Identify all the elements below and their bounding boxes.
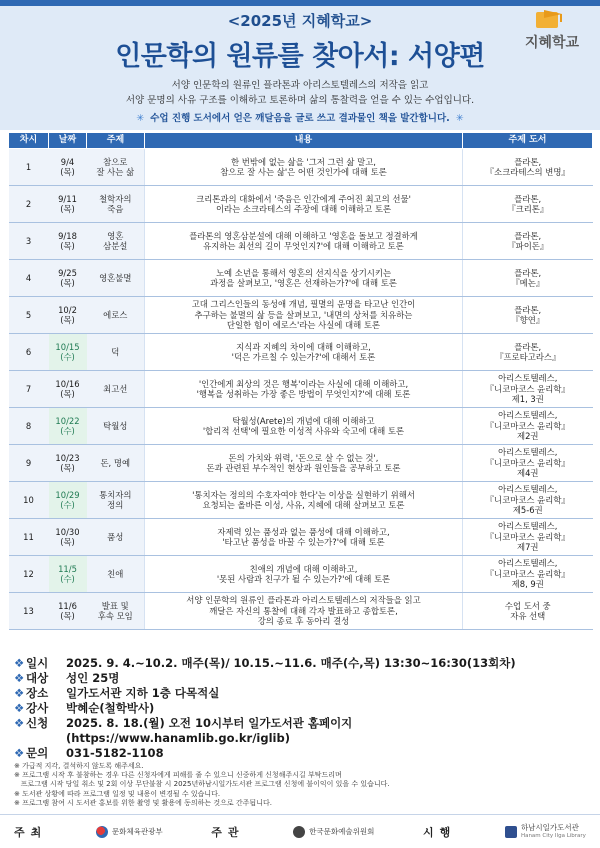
session-content: 탁월성(Arete)의 개념에 대해 이해하고 '합리적 선택'에 필요한 이성적 사유와 숙고에 대해 토론 — [145, 408, 463, 445]
session-topic: 영혼 삼분설 — [87, 223, 145, 260]
footer — [0, 814, 600, 848]
session-topic: 덕 — [87, 334, 145, 371]
table-header-row — [9, 133, 593, 149]
session-book: 아리스토텔레스, 『니코마코스 윤리학』 제7권 — [463, 519, 593, 556]
intro-note-text: 수업 진행 도서에서 얻은 깨달음을 글로 쓰고 결과물인 책을 발간합니다. — [150, 113, 450, 124]
logo-text: 지혜학교 — [524, 35, 580, 51]
table-row — [9, 186, 593, 223]
column-header: 주제 — [87, 133, 145, 149]
session-number: 11 — [9, 519, 49, 556]
info-value: 성인 25명 — [66, 671, 120, 685]
note-line: ※ 가급적 지각, 결석하지 않도록 해주세요. — [14, 762, 144, 770]
session-book: 플라톤, 『파이돈』 — [463, 223, 593, 260]
star-icon: ✳ — [455, 113, 464, 124]
session-date: 9/11 (목) — [49, 186, 87, 223]
note-line: ※ 도서관 상황에 따라 프로그램 일정 및 내용이 변경될 수 있습니다. — [14, 789, 221, 798]
table-row — [9, 556, 593, 593]
session-content: 한 번밖에 없는 삶을 '그저 그런 삶 말고, 참으로 잘 사는 삶'은 어떤 것인가에 대해 토론 — [145, 149, 463, 186]
organizer-org — [293, 826, 374, 838]
session-topic: 참으로 잘 사는 삶 — [87, 149, 145, 186]
session-number: 6 — [9, 334, 49, 371]
session-content: 자제력 있는 품성과 없는 품성에 대해 이해하고, '타고난 품성을 바꿀 수 있는가?'에 대해 토론 — [145, 519, 463, 556]
info-value: 박혜순(철학박사) — [66, 701, 155, 715]
session-book: 플라톤, 『프로타고라스』 — [463, 334, 593, 371]
session-content: 고대 그리스인들의 동성애 개념, 필멸의 운명을 타고난 인간이 추구하는 불멸의 삶 등을 살펴보고, '내면의 상처를 치유하는 단일한 힘이 에로스'라는 사실에 대해 토론 — [145, 297, 463, 334]
library-logo-icon — [505, 826, 517, 838]
arts-council-logo-icon — [293, 826, 305, 838]
host-label: 주최 — [14, 825, 48, 839]
operator-label: 시행 — [423, 825, 457, 839]
session-date: 11/6 (목) — [49, 593, 87, 630]
organizer-label: 주관 — [211, 825, 245, 839]
info-row — [14, 731, 594, 746]
table-row — [9, 297, 593, 334]
column-header: 날짜 — [49, 133, 87, 149]
schedule-table — [8, 132, 593, 630]
column-header: 차시 — [9, 133, 49, 149]
session-content: 크리톤과의 대화에서 '죽음은 인간에게 주어진 최고의 선물' 이라는 소크라테스의 주장에 대해 이해하고 토론 — [145, 186, 463, 223]
session-content: 노예 소년을 통해서 영혼의 선지식을 상기시키는 과정을 살펴보고, '영혼은 선재하는가?'에 대해 토론 — [145, 260, 463, 297]
session-book: 플라톤, 『메논』 — [463, 260, 593, 297]
program-info — [14, 656, 594, 761]
session-date: 9/25 (목) — [49, 260, 87, 297]
session-date: 10/2 (목) — [49, 297, 87, 334]
table-row — [9, 519, 593, 556]
table-row — [9, 223, 593, 260]
table-row — [9, 593, 593, 630]
session-number: 10 — [9, 482, 49, 519]
session-date: 11/5 (수) — [49, 556, 87, 593]
info-row — [14, 686, 594, 701]
info-label: 문의 — [26, 746, 49, 760]
info-label: 신청 — [26, 716, 49, 730]
graduation-cap-icon — [534, 8, 564, 30]
table-row — [9, 260, 593, 297]
session-topic: 돈, 명예 — [87, 445, 145, 482]
host-org — [96, 826, 163, 838]
session-content: 서양 인문학의 원류인 플라톤과 아리스토텔레스의 저작들을 읽고 깨달은 자신의 통찰에 대해 각자 발표하고 종합토론, 강의 종료 후 동아리 결성 — [145, 593, 463, 630]
session-book: 아리스토텔레스, 『니코마코스 윤리학』 제1, 3권 — [463, 371, 593, 408]
session-book: 아리스토텔레스, 『니코마코스 윤리학』 제5-6권 — [463, 482, 593, 519]
table-row — [9, 482, 593, 519]
session-topic: 통치자의 정의 — [87, 482, 145, 519]
session-content: 플라톤의 영혼삼분설에 대해 이해하고 '영혼을 돌보고 정결하게 유지하는 최선의 길이 무엇인지?'에 대해 이해하고 토론 — [145, 223, 463, 260]
program-subtitle: <2025년 지혜학교> — [227, 12, 373, 30]
bullet-icon: ❖ — [14, 686, 25, 700]
table-body — [9, 149, 593, 630]
header — [0, 0, 600, 130]
info-row — [14, 656, 594, 671]
session-date: 10/30 (목) — [49, 519, 87, 556]
table-row — [9, 334, 593, 371]
session-book: 아리스토텔레스, 『니코마코스 윤리학』 제8, 9권 — [463, 556, 593, 593]
session-content: 지식과 지혜의 차이에 대해 이해하고, '덕은 가르칠 수 있는가?'에 대해서 토론 — [145, 334, 463, 371]
session-book: 아리스토텔레스, 『니코마코스 윤리학』 제4권 — [463, 445, 593, 482]
table-row — [9, 408, 593, 445]
session-date: 9/4 (목) — [49, 149, 87, 186]
info-value[interactable]: (https://www.hanamlib.go.kr/iglib) — [66, 731, 290, 745]
session-topic: 최고선 — [87, 371, 145, 408]
session-book: 플라톤, 『크리톤』 — [463, 186, 593, 223]
bullet-icon: ❖ — [14, 716, 25, 730]
session-topic: 발표 및 후속 모임 — [87, 593, 145, 630]
table-row — [9, 445, 593, 482]
bullet-icon: ❖ — [14, 656, 25, 670]
session-book: 플라톤, 『향연』 — [463, 297, 593, 334]
session-book: 아리스토텔레스, 『니코마코스 윤리학』 제2권 — [463, 408, 593, 445]
info-label: 장소 — [26, 686, 49, 700]
session-topic: 에로스 — [87, 297, 145, 334]
session-date: 10/16 (목) — [49, 371, 87, 408]
intro-line: 서양 인문학의 원류인 플라톤과 아리스토텔레스의 저작을 읽고 — [171, 80, 429, 91]
organizer-org-name: 한국문화예술위원회 — [309, 827, 375, 836]
info-row — [14, 701, 594, 716]
note-line: ※ 프로그램 참여 시 도서관 홍보를 위한 촬영 및 활용에 동의하는 것으로 간주됩니다. — [14, 798, 272, 807]
info-value: 일가도서관 지하 1층 다목적실 — [66, 686, 220, 700]
session-content: 돈의 가치와 위력, '돈으로 살 수 없는 것', 돈과 관련된 부수적인 현상과 원인들을 공부하고 토론 — [145, 445, 463, 482]
info-label: 일시 — [26, 656, 49, 670]
note-line: 프로그램 시작 당일 취소 및 2회 이상 무단불참 시 2025년하남시일가도서관 프로그램 신청에 불이익이 있을 수 있습니다. — [14, 780, 390, 789]
info-value: 2025. 9. 4.~10.2. 매주(목)/ 10.15.~11.6. 매주(수,목) 13:30~16:30(13회차) — [66, 656, 516, 670]
notes — [14, 762, 594, 808]
note-line: ※ 프로그램 시작 후 불참하는 경우 다른 신청자에게 피해를 줄 수 있으니 신중하게 신청해주시길 부탁드리며 — [14, 771, 342, 780]
header-top-band — [0, 0, 600, 6]
info-value: 2025. 8. 18.(월) 오전 10시부터 일가도서관 홈페이지 — [66, 716, 353, 730]
session-number: 2 — [9, 186, 49, 223]
session-number: 7 — [9, 371, 49, 408]
table-row — [9, 371, 593, 408]
intro-text — [0, 78, 600, 108]
session-number: 3 — [9, 223, 49, 260]
session-book: 수업 도서 중 자유 선택 — [463, 593, 593, 630]
session-topic: 친애 — [87, 556, 145, 593]
host-org-name: 문화체육관광부 — [111, 827, 163, 836]
info-label: 대상 — [26, 671, 49, 685]
session-number: 12 — [9, 556, 49, 593]
session-number: 9 — [9, 445, 49, 482]
info-label: 강사 — [26, 701, 49, 715]
bullet-icon: ❖ — [14, 671, 25, 685]
session-topic: 품성 — [87, 519, 145, 556]
session-number: 13 — [9, 593, 49, 630]
info-row — [14, 671, 594, 686]
operator-org-sub: Hanam City Ilga Library — [520, 832, 586, 839]
bullet-icon: ❖ — [14, 746, 25, 760]
session-topic: 영혼불멸 — [87, 260, 145, 297]
session-date: 10/29 (수) — [49, 482, 87, 519]
session-date: 10/22 (수) — [49, 408, 87, 445]
session-content: '통치자는 정의의 수호자여야 한다'는 이상을 실현하기 위해서 요청되는 올바른 이성, 사유, 지혜에 대해 살펴보고 토론 — [145, 482, 463, 519]
info-value: 031-5182-1108 — [66, 746, 164, 760]
session-topic: 철학자의 죽음 — [87, 186, 145, 223]
session-number: 5 — [9, 297, 49, 334]
session-topic: 탁월성 — [87, 408, 145, 445]
bullet-icon: ❖ — [14, 701, 25, 715]
info-row — [14, 716, 594, 731]
operator-org-name: 하남시일가도서관 — [520, 822, 579, 832]
session-number: 1 — [9, 149, 49, 186]
session-number: 4 — [9, 260, 49, 297]
star-icon: ✳ — [136, 113, 145, 124]
operator-org — [505, 823, 586, 841]
session-book: 플라톤, 『소크라테스의 변명』 — [463, 149, 593, 186]
column-header: 내용 — [145, 133, 463, 149]
intro-note — [0, 110, 600, 124]
ministry-logo-icon — [96, 826, 108, 838]
page-title: 인문학의 원류를 찾아서: 서양편 — [115, 41, 485, 72]
logo — [512, 8, 592, 54]
session-date: 9/18 (목) — [49, 223, 87, 260]
column-header: 주제 도서 — [463, 133, 593, 149]
table-row — [9, 149, 593, 186]
intro-line: 서양 문명의 사유 구조를 이해하고 토론하며 삶의 통찰력을 얻을 수 있는 수업입니다. — [125, 95, 475, 106]
session-date: 10/23 (목) — [49, 445, 87, 482]
session-content: 친애의 개념에 대해 이해하고, '못된 사람과 친구가 될 수 있는가?'에 대해 토론 — [145, 556, 463, 593]
info-row — [14, 746, 594, 761]
session-date: 10/15 (수) — [49, 334, 87, 371]
session-content: '인간에게 최상의 것은 행복'이라는 사실에 대해 이해하고, '행복을 성취하는 가장 좋은 방법이 무엇인지?'에 대해 토론 — [145, 371, 463, 408]
session-number: 8 — [9, 408, 49, 445]
